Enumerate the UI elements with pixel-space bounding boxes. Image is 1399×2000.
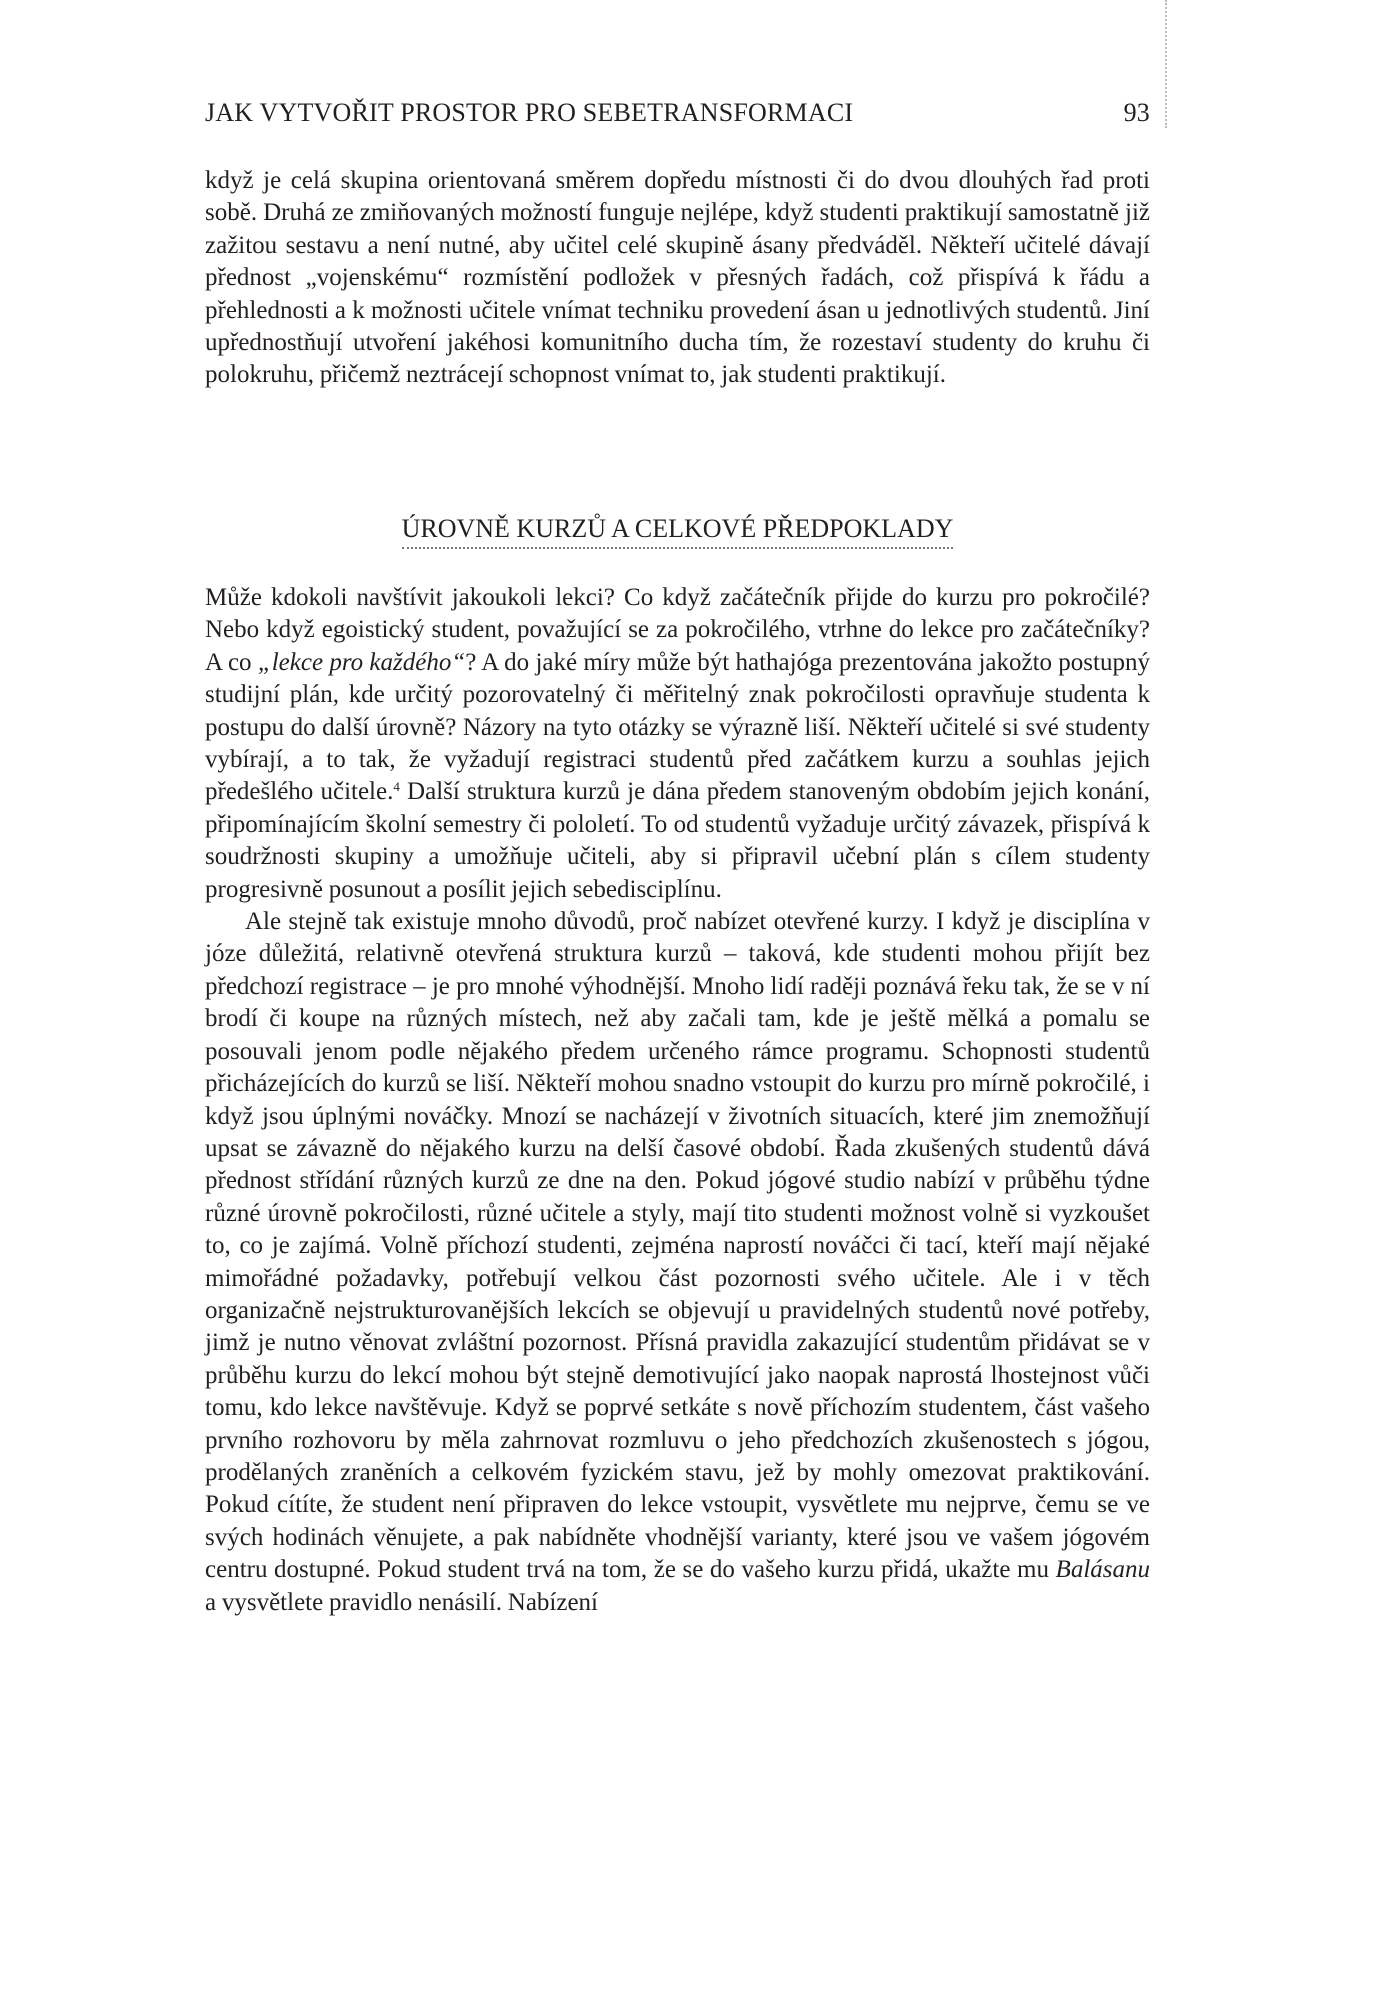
paragraph-text: Může kdokoli navštívit jakoukoli lekci? Co když začátečník přijde do kurzu pro pokročilé? Nebo když egoistický student, považující se za pokročilého, vtrhne do lekce pro začátečníky? A co [205,584,1150,676]
running-title: JAK VYTVOŘIT PROSTOR PRO SEBETRANSFORMACI [205,98,854,127]
paragraph-course-levels [205,582,1150,906]
paragraph-continued: když je celá skupina orientovaná směrem dopředu místnosti či do dvou dlouhých řad proti sobě. Druhá ze zmiňovaných možností funguje nejlépe, když studenti praktikují samostatně již zažitou sestavu a není nutné, aby učitel celé skupině ásany předváděl. Někteří učitelé dávají přednost „vojenskému“ rozmístění podložek v přesných řadách, což přispívá k řádu a přehlednosti a k možnosti učitele vnímat techniku provedení ásan u jednotlivých studentů. Jiní upřednostňují utvoření jakéhosi komunitního ducha tím, že rozestaví studenty do kruhu či polokruhu, přičemž neztrácejí schopnost vnímat to, jak studenti praktikují. [205,167,1150,389]
footnote-reference[interactable]: 4 [393,779,400,795]
paragraph-text: ? A do jaké míry může být hathajóga prezentována jakožto postupný studijní plán, kde určitý pozorovatelný či měřitelný znak pokročilosti opravňuje studenta k postupu do další úrovně? Názory na tyto otázky se výrazně liší. Někteří učitelé si své studenty vybírají, a to tak, že vyžadují registraci studentů před začátkem kurzu a souhlas jejich předešlého učitele. [205,648,1150,806]
paragraph-text: Ale stejně tak existuje mnoho důvodů, proč nabízet otevřené kurzy. I když je disciplína v józe důležitá, relativně otevřená struktura kurzů – taková, kde studenti mohou přijít bez předchozí registrace – je pro mnohé výhodnější. Mnoho lidí raději poznává řeku tak, že se v ní brodí či koupe na různých místech, než aby začali tam, kde je ještě mělká a pomalu se posouvali jenom podle nějakého předem určeného rámce programu. Schopnosti studentů přicházejících do kurzů se liší. Někteří mohou snadno vstoupit do kurzu pro mírně pokročilé, i když jsou úplnými nováčky. Mnozí se nacházejí v životních situacích, které jim znemožňují upsat se závazně do nějakého kurzu na delší časové období. Řada zkušených studentů dává přednost střídání různých kurzů ze dne na den. Pokud jógové studio nabízí v průběhu týdne různé úrovně pokročilosti, různé učitele a styly, mají tito studenti možnost volně si vyzkoušet to, co je zajímá. Volně příchozí studenti, zejména naprostí nováčci či tací, kteří mají nějaké mimořádné požadavky, potřebují velkou část pozornosti svého učitele. Ale i v těch organizačně nejstrukturovanějších lekcích se objevují u pravidelných studentů nové potřeby, jimž je nutno věnovat zvláštní pozornost. Přísná pravidla zakazující studentům přidávat se v průběhu kurzu do lekcí mohou být stejně demotivující jako naopak naprostá lhostejnost vůči tomu, kdo lekce navštěvuje. Když se poprvé setkáte s nově příchozím studentem, část vašeho prvního rozhovoru by měla zahrnovat rozmluvu o jeho předchozích zkušenostech s jógou, prodělaných zraněních a celkovém fyzickém stavu, jež by mohly omezovat praktikování. Pokud cítíte, že student není připraven do lekce vstoupit, vysvětlete mu nejprve, čemu se ve svých hodinách věnujete, a pak nabídněte vhodnější varianty, které jsou ve vašem jógovém centru dostupné. Pokud student trvá na tom, že se do vašeho kurzu přidá, ukažte mu [205,908,1150,1584]
paragraph-open-courses [205,906,1150,1619]
italic-phrase: „lekce pro každého“ [257,648,466,676]
page-number: 93 [1123,98,1150,127]
crop-mark-dotted-line [1165,0,1167,128]
paragraph-text: Další struktura kurzů je dána předem stanoveným obdobím jejich konání, připomínajícím školní semestry či pololetí. To od studentů vyžaduje určitý závazek, přispívá k soudržnosti skupiny a umožňuje učiteli, aby si připravil učební plán s cílem studenty progresivně posunout a posílit jejich sebedisciplínu. [205,778,1150,903]
section-heading [205,512,1150,549]
paragraph-text: a vysvětlete pravidlo nenásilí. Nabízení [205,1588,599,1616]
body-text-top [205,165,1150,392]
section-heading-text: ÚROVNĚ KURZŮ A CELKOVÉ PŘEDPOKLADY [402,512,954,549]
body-text-section [205,582,1150,1619]
italic-term: Balásanu [1055,1556,1150,1584]
